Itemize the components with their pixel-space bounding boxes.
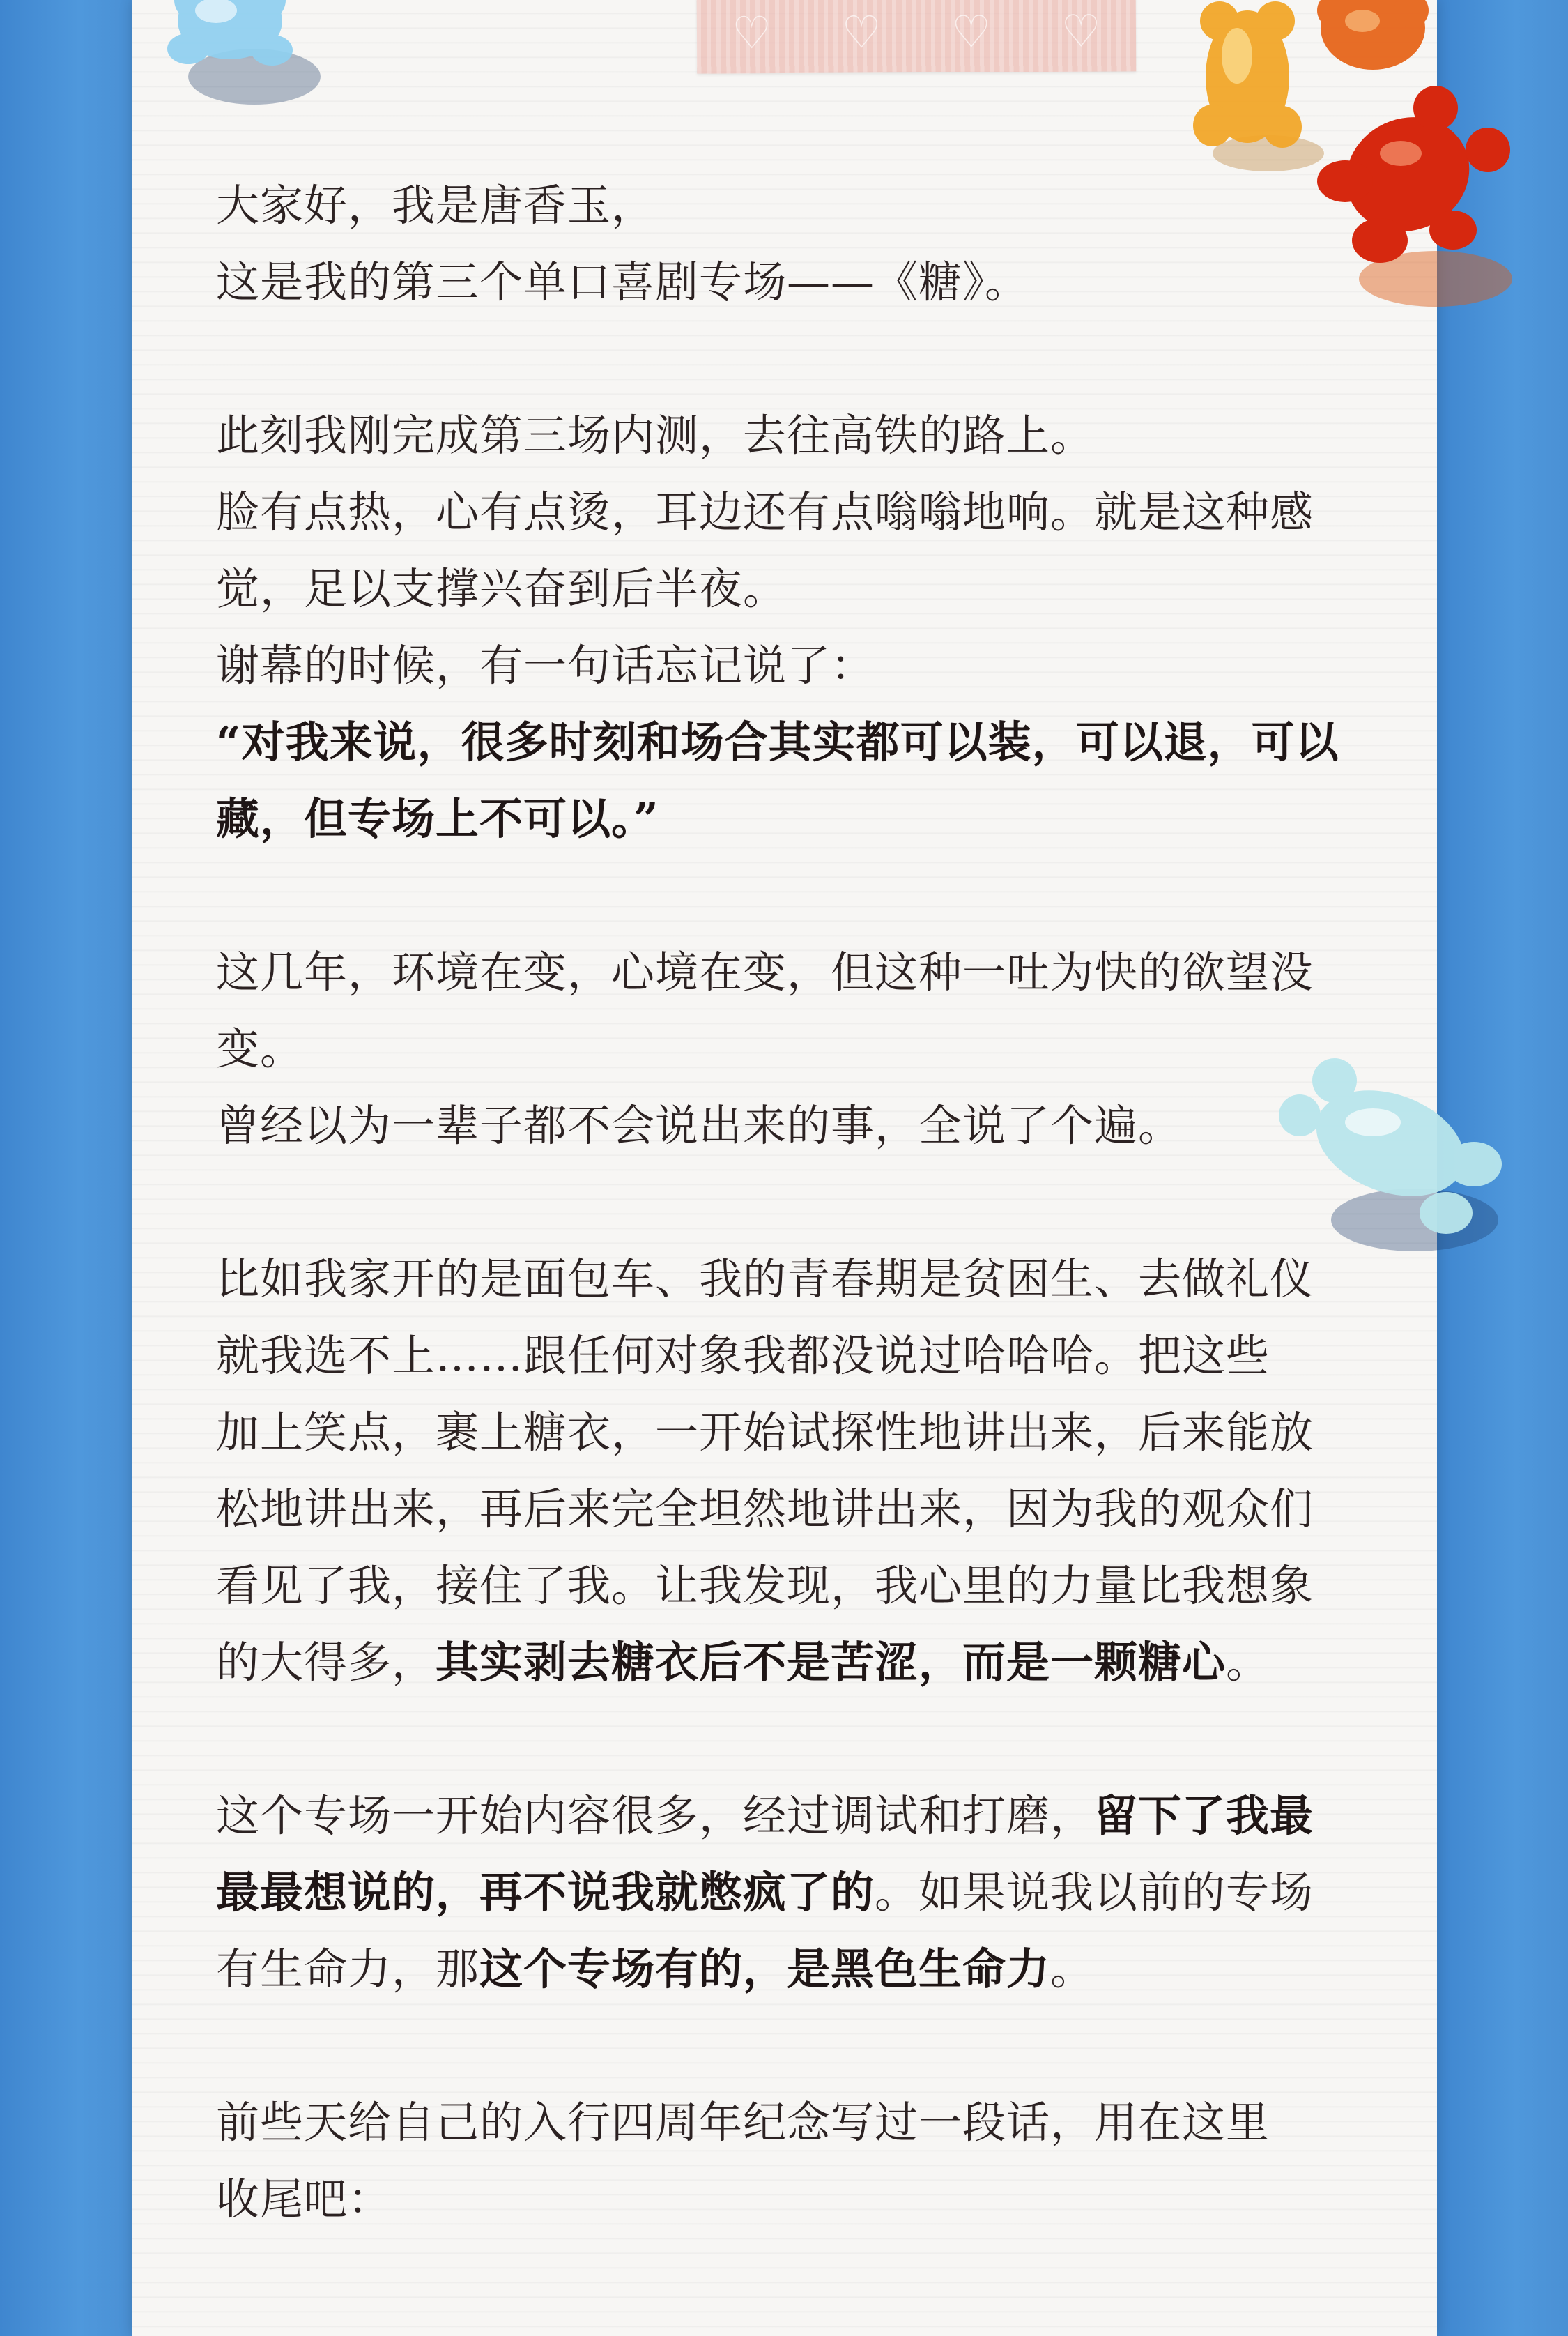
bold-text: “对我来说，很多时刻和场合其实都可以装，可以退，可以 [216, 717, 1339, 768]
text-line [216, 1624, 1359, 1701]
body-text: 谢幕的时候，有一句话忘记说了： [216, 640, 875, 691]
body-text: 。如果说我以前的专场 [875, 1867, 1314, 1918]
background-left [0, 0, 132, 2336]
body-text: 比如我家开的是面包车、我的青春期是贫困生、去做礼仪 [216, 1253, 1314, 1304]
body-text: 有生命力，那 [216, 1944, 480, 1994]
article-body [216, 167, 1359, 2314]
text-line [216, 2161, 1359, 2238]
bold-text: 留下了我最 [1094, 1790, 1314, 1841]
paragraph [216, 167, 1359, 321]
text-line [216, 1931, 1359, 2008]
text-line [216, 551, 1359, 627]
paragraph [216, 1778, 1359, 2008]
text-line [216, 2084, 1359, 2161]
bold-text: 藏，但专场上不可以。” [216, 793, 659, 844]
text-line [216, 627, 1359, 704]
text-line [216, 1087, 1359, 1164]
heart-icon: ♡ [951, 6, 992, 59]
text-line [216, 167, 1359, 244]
body-text: 松地讲出来，再后来完全坦然地讲出来，因为我的观众们 [216, 1483, 1314, 1534]
body-text: 这个专场一开始内容很多，经过调试和打磨， [216, 1790, 1095, 1841]
bold-text: 其实剥去糖衣后不是苦涩，而是一颗糖心 [436, 1637, 1227, 1688]
text-line [216, 474, 1359, 551]
body-text: 变。 [216, 1023, 305, 1074]
text-line [216, 934, 1359, 1011]
body-text: 这几年，环境在变，心境在变，但这种一吐为快的欲望没 [216, 947, 1314, 998]
text-line [216, 704, 1359, 781]
body-text: 加上笑点，裹上糖衣，一开始试探性地讲出来，后来能放 [216, 1407, 1314, 1458]
text-line [216, 1471, 1359, 1548]
paragraph [216, 397, 1359, 857]
body-text: 看见了我，接住了我。让我发现，我心里的力量比我想象 [216, 1560, 1314, 1611]
text-line [216, 1778, 1359, 1854]
paragraph [216, 2084, 1359, 2238]
heart-icon: ♡ [1061, 6, 1102, 58]
body-text: 。 [1226, 1637, 1270, 1688]
body-text: 就我选不上……跟任何对象我都没说过哈哈哈。把这些 [216, 1330, 1270, 1381]
heart-icon: ♡ [731, 8, 772, 60]
heart-icon: ♡ [841, 7, 882, 59]
paragraph [216, 1241, 1359, 1701]
blue-gummy-bear-icon [132, 0, 341, 125]
text-line [216, 781, 1359, 857]
text-line [216, 1854, 1359, 1931]
body-text: 脸有点热，心有点烫，耳边还有点嗡嗡地响。就是这种感 [216, 487, 1314, 537]
body-text: 的大得多， [216, 1637, 436, 1688]
body-text: 此刻我刚完成第三场内测，去往高铁的路上。 [216, 410, 1095, 461]
text-line [216, 244, 1359, 321]
text-line [216, 1548, 1359, 1624]
body-text: 前些天给自己的入行四周年纪念写过一段话，用在这里 [216, 2097, 1270, 2148]
body-text: 。 [1050, 1944, 1095, 1994]
text-line [216, 397, 1359, 474]
body-text: 曾经以为一辈子都不会说出来的事，全说了个遍。 [216, 1100, 1183, 1151]
body-text: 大家好，我是唐香玉， [216, 180, 656, 231]
body-text: 收尾吧： [216, 2174, 392, 2224]
text-line [216, 1011, 1359, 1087]
paragraph [216, 934, 1359, 1164]
text-line [216, 1241, 1359, 1318]
text-line [216, 1318, 1359, 1394]
bold-text: 最最想说的，再不说我就憋疯了的 [216, 1867, 875, 1918]
bold-text: 这个专场有的，是黑色生命力 [479, 1944, 1051, 1994]
washi-tape [697, 0, 1137, 74]
body-text: 这是我的第三个单口喜剧专场——《糖》。 [216, 257, 1029, 307]
body-text: 觉，足以支撑兴奋到后半夜。 [216, 563, 787, 614]
text-line [216, 1394, 1359, 1471]
